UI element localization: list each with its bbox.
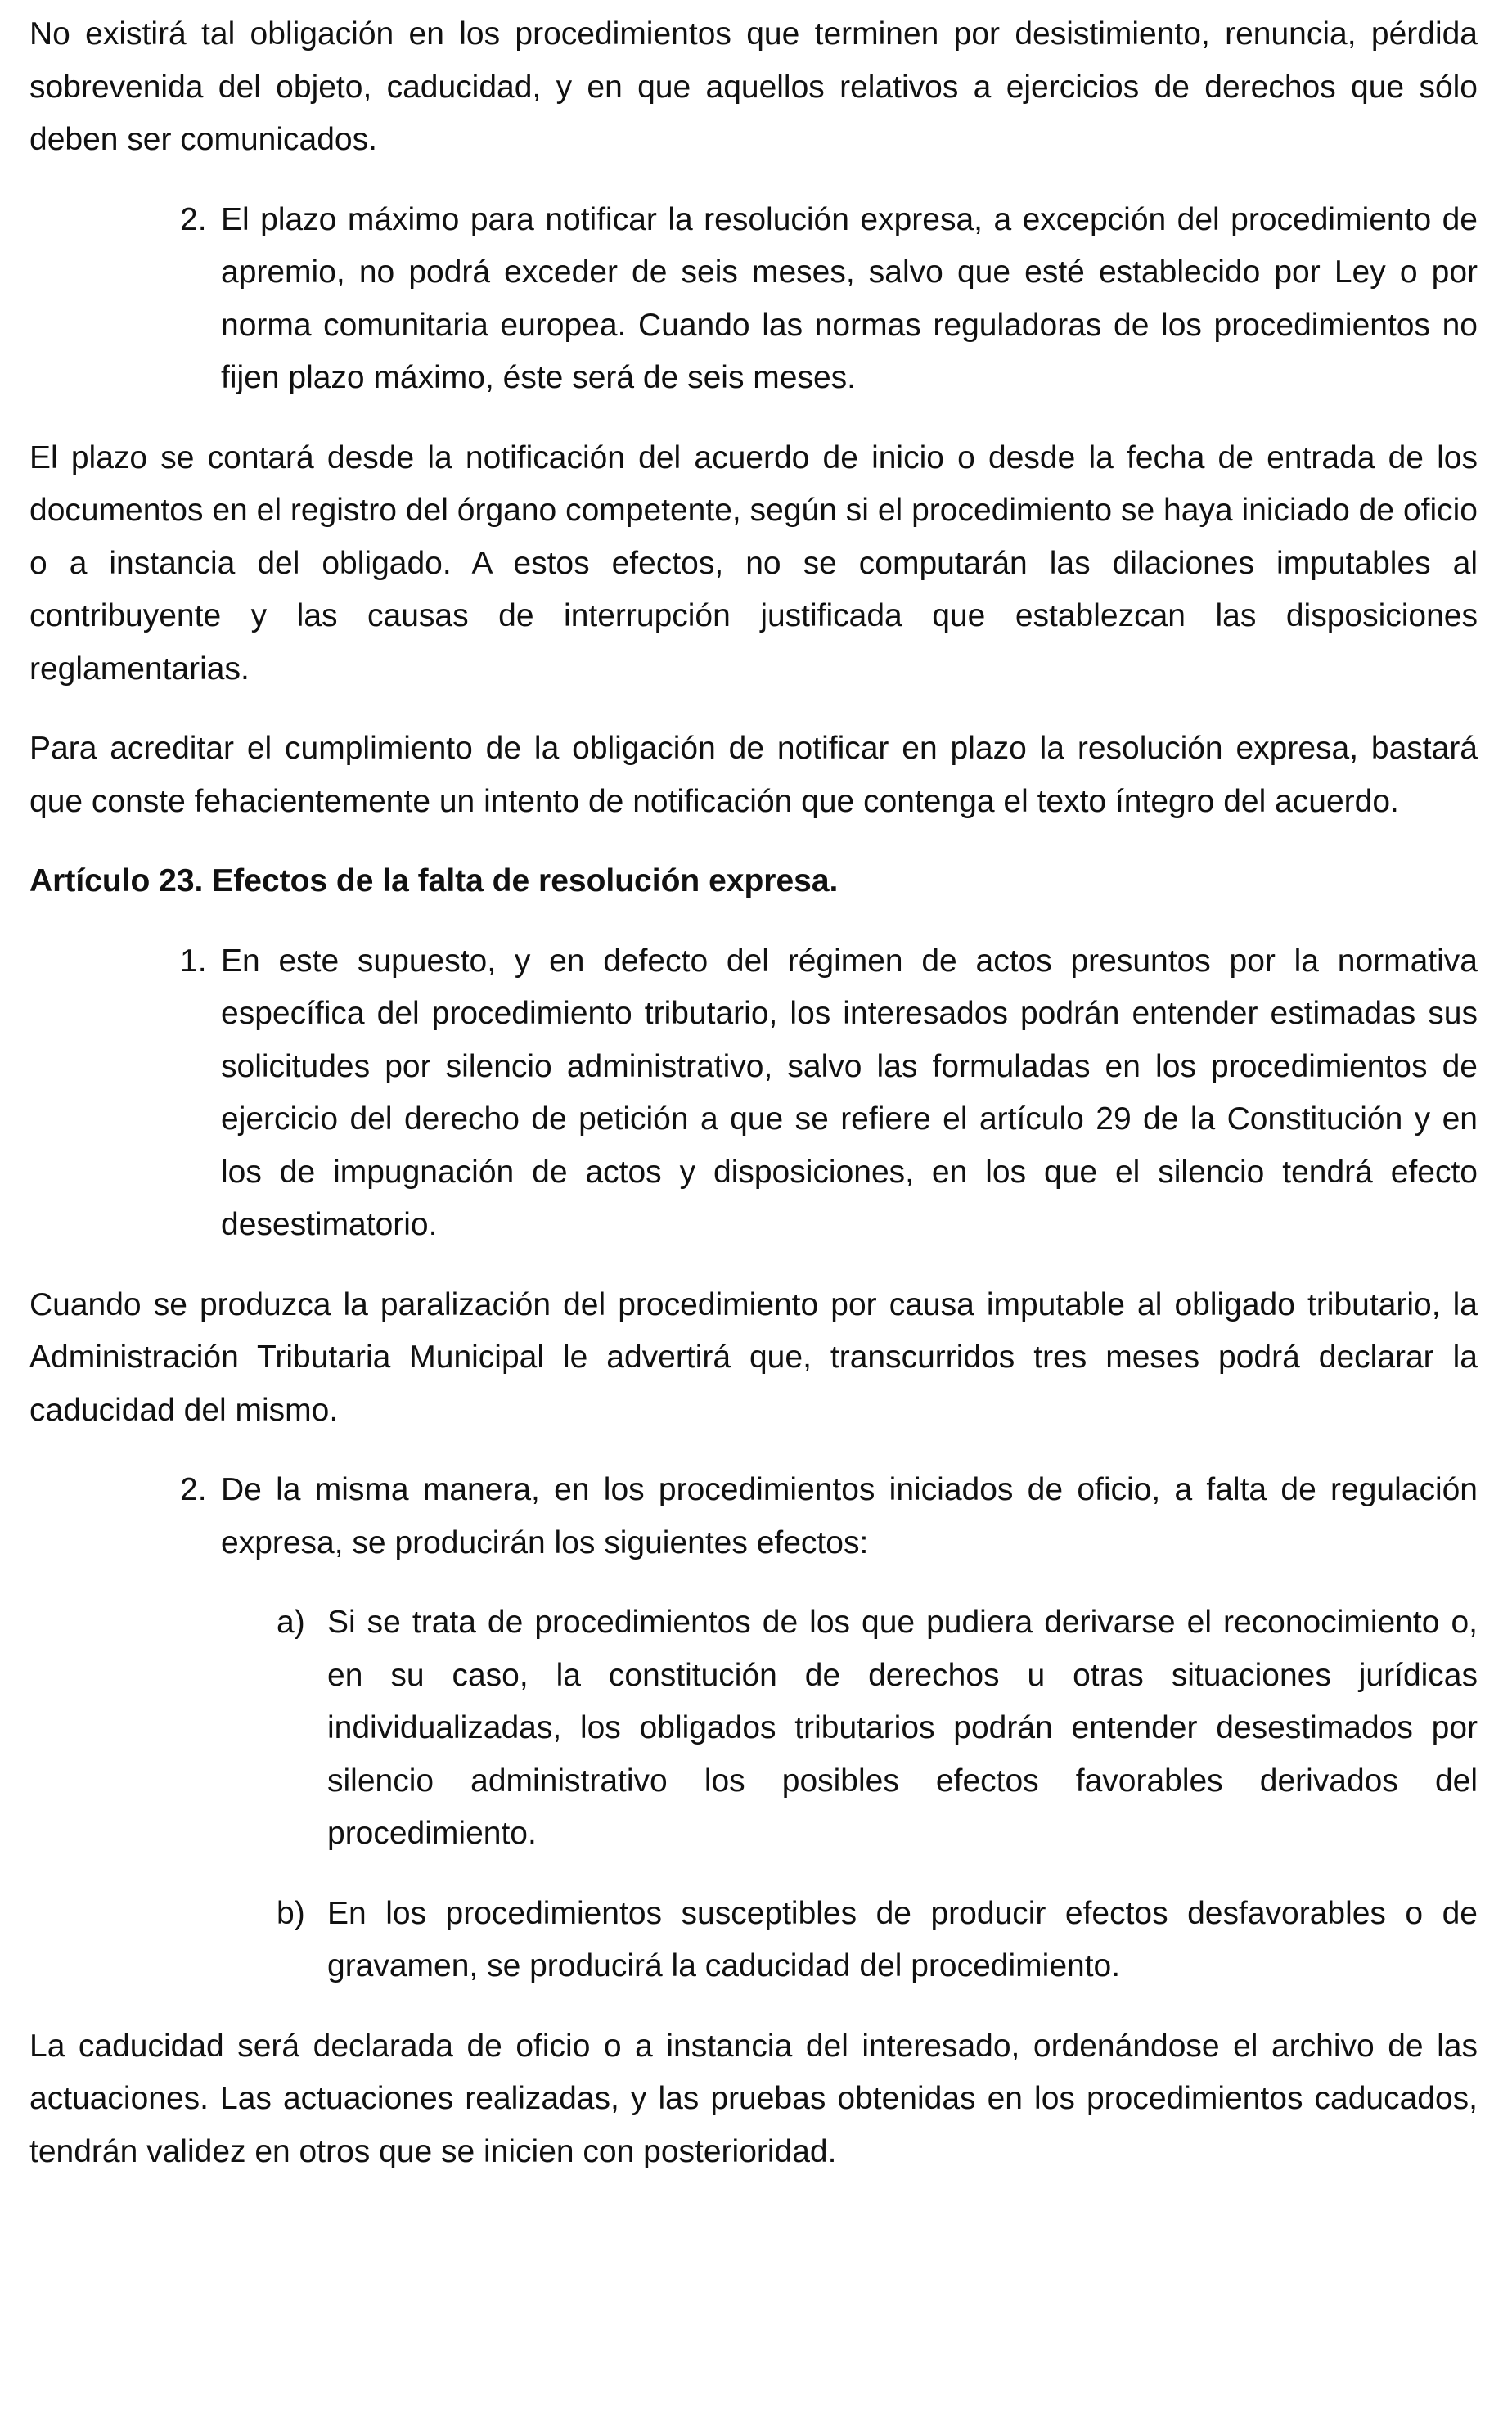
list-item-plazo-maximo [29,194,1478,405]
sublist-item-a [29,1596,1478,1861]
sublist-marker: b) [277,1895,305,1931]
paragraph-acreditar-cumplimiento: Para acreditar el cumplimiento de la obligación de notificar en plazo la resolución expresa, bastará que conste fehacientemente un intento de notificación que contenga el texto íntegro del acuerdo. [29,731,1478,819]
list-item-oficio [29,1464,1478,1569]
paragraph-paralizacion: Cuando se produzca la paralización del procedimiento por causa imputable al obligado tributario, la Administración Tributaria Municipal le advertirá que, transcurridos tres meses podrá declarar la caducidad del mismo. [29,1286,1478,1428]
list-item-text: El plazo máximo para notificar la resolución expresa, a excepción del procedimiento de apremio, no podrá exceder de seis meses, salvo que esté establecido por Ley o por norma comunitaria europea. Cuando las normas reguladoras de los procedimientos no fijen plazo máximo, éste será de seis meses. [221,201,1478,395]
paragraph-no-obligation: No existirá tal obligación en los procedimientos que terminen por desistimiento, renuncia, pérdida sobrevenida del objeto, caducidad, y en que aquellos relativos a ejercicios de derechos que sólo deben ser comunicados. [29,16,1478,157]
list-marker: 2. [180,1472,207,1507]
document-page [29,8,1478,2205]
paragraph-plazo-computo: El plazo se contará desde la notificación del acuerdo de inicio o desde la fecha de entrada de los documentos en el registro del órgano competente, según si el procedimiento se haya iniciado de oficio o a instancia del obligado. A estos efectos, no se computarán las dilaciones imputables al contribuyente y las causas de interrupción justificada que establezcan las disposiciones reglamentarias. [29,439,1478,687]
sublist-marker: a) [277,1605,305,1640]
list-marker: 1. [180,943,207,979]
sublist-item-text: Si se trata de procedimientos de los que pudiera derivarse el reconocimiento o, en su caso, la constitución de derechos u otras situaciones jurídicas individualizadas, los obligados tributarios podrán entender desestimados por silencio administrativo los posibles efectos favorables derivados del procedimiento. [327,1605,1478,1851]
article-heading: Artículo 23. Efectos de la falta de resolución expresa. [29,863,839,898]
list-item-supuesto [29,935,1478,1252]
list-item-text: En este supuesto, y en defecto del régimen de actos presuntos por la normativa específica del procedimiento tributario, los interesados podrán entender estimadas sus solicitudes por silencio administrativo, salvo las formuladas en los procedimientos de ejercicio del derecho de petición a que se refiere el artículo 29 de la Constitución y en los de impugnación de actos y disposiciones, en los que el silencio tendrá efecto desestimatorio. [221,943,1478,1242]
paragraph-caducidad: La caducidad será declarada de oficio o a instancia del interesado, ordenándose el archivo de las actuaciones. Las actuaciones realizadas, y las pruebas obtenidas en los procedimientos caducados, tendrán validez en otros que se inicien con posterioridad. [29,2028,1478,2169]
sublist-item-b [29,1888,1478,1993]
list-item-text: De la misma manera, en los procedimientos iniciados de oficio, a falta de regulación expresa, se producirán los siguientes efectos: [221,1472,1478,1560]
sublist-item-text: En los procedimientos susceptibles de producir efectos desfavorables o de gravamen, se producirá la caducidad del procedimiento. [327,1895,1478,1983]
list-marker: 2. [180,201,207,237]
